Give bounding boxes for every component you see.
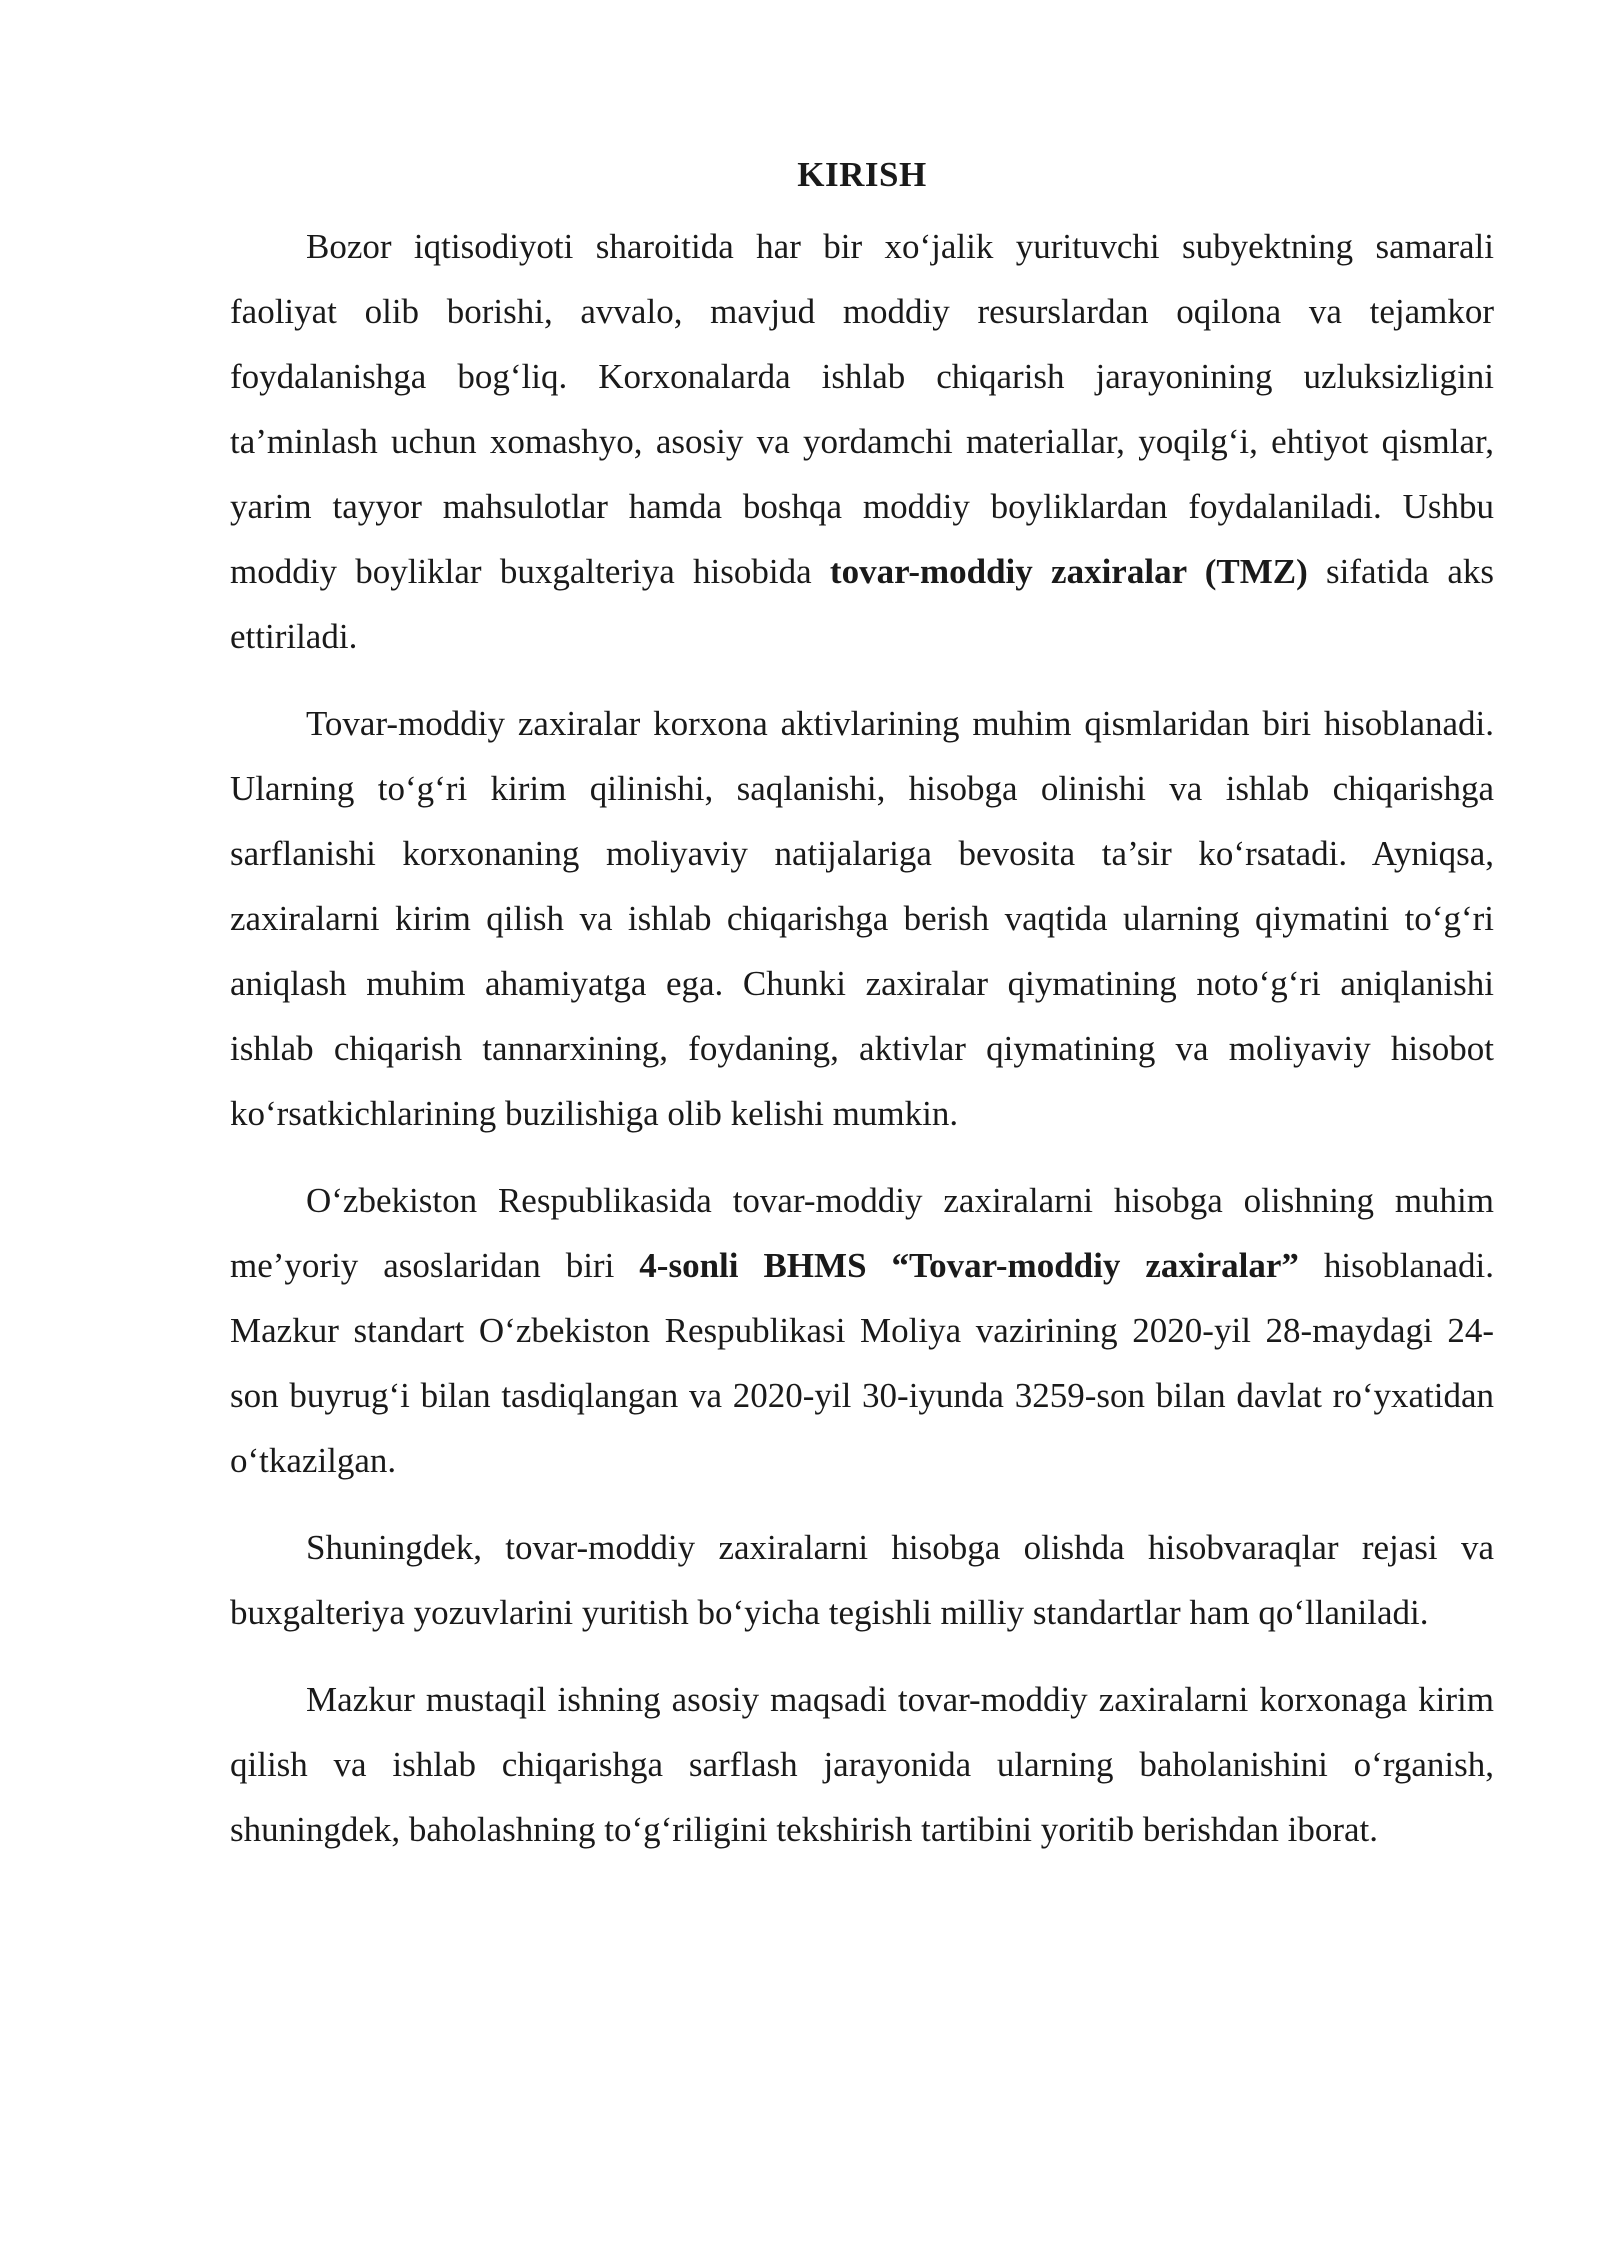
paragraph-3-text-a: O‘zbekiston Respublikasida tovar-moddiy zaxiralarni hisobga olishning muhim me’yoriy asoslaridan biri [230, 1181, 1494, 1285]
paragraph-1-text-b: sifatida aks ettiriladi. [230, 552, 1494, 656]
paragraph-3 [230, 1168, 1494, 1493]
paragraph-4: Shuningdek, tovar-moddiy zaxiralarni hisobga olishda hisobvaraqlar rejasi va buxgalteriya yozuvlarini yuritish bo‘yicha tegishli milliy standartlar ham qo‘llaniladi. [230, 1528, 1494, 1632]
paragraph-3-text-b: hisoblanadi. Mazkur standart O‘zbekiston Respublikasi Moliya vazirining 2020-yil 28-maydagi 24-son buyrug‘i bilan tasdiqlangan va 2020-yil 30-iyunda 3259-son bilan davlat ro‘yxatidan o‘tkazilgan. [230, 1246, 1494, 1480]
paragraph-1-text-a: Bozor iqtisodiyoti sharoitida har bir xo‘jalik yurituvchi subyektning samarali faoliyat olib borishi, avvalo, mavjud moddiy resurslardan oqilona va tejamkor foydalanishga bog‘liq. Korxonalarda ishlab chiqarish jarayonining uzluksizligini ta’minlash uchun xomashyo, asosiy va yordamchi materiallar, yoqilg‘i, ehtiyot qismlar, yarim tayyor mahsulotlar hamda boshqa moddiy boyliklardan foydalaniladi. Ushbu moddiy boyliklar buxgalteriya hisobida [230, 227, 1494, 591]
document-page [230, 150, 1494, 1884]
paragraph-1-bold-term: tovar-moddiy zaxiralar (TMZ) [829, 552, 1308, 591]
paragraph-5: Mazkur mustaqil ishning asosiy maqsadi tovar-moddiy zaxiralarni korxonaga kirim qilish va ishlab chiqarishga sarflash jarayonida ularning baholanishini o‘rganish, shuningdek, baholashning to‘g‘riligini tekshirish tartibini yoritib berishdan iborat. [230, 1680, 1494, 1849]
paragraph-1 [230, 214, 1494, 669]
page-title: KIRISH [797, 155, 927, 194]
paragraph-2: Tovar-moddiy zaxiralar korxona aktivlarining muhim qismlaridan biri hisoblanadi. Ularning to‘g‘ri kirim qilinishi, saqlanishi, hisobga olinishi va ishlab chiqarishga sarflanishi korxonaning moliyaviy natijalariga bevosita ta’sir ko‘rsatadi. Ayniqsa, zaxiralarni kirim qilish va ishlab chiqarishga berish vaqtida ularning qiymatini to‘g‘ri aniqlash muhim ahamiyatga ega. Chunki zaxiralar qiymatining noto‘g‘ri aniqlanishi ishlab chiqarish tannarxining, foydaning, aktivlar qiymatining va moliyaviy hisobot ko‘rsatkichlarining buzilishiga olib kelishi mumkin. [230, 704, 1494, 1133]
paragraph-3-bold-standard: 4-sonli BHMS “Tovar-moddiy zaxiralar” [639, 1246, 1299, 1285]
